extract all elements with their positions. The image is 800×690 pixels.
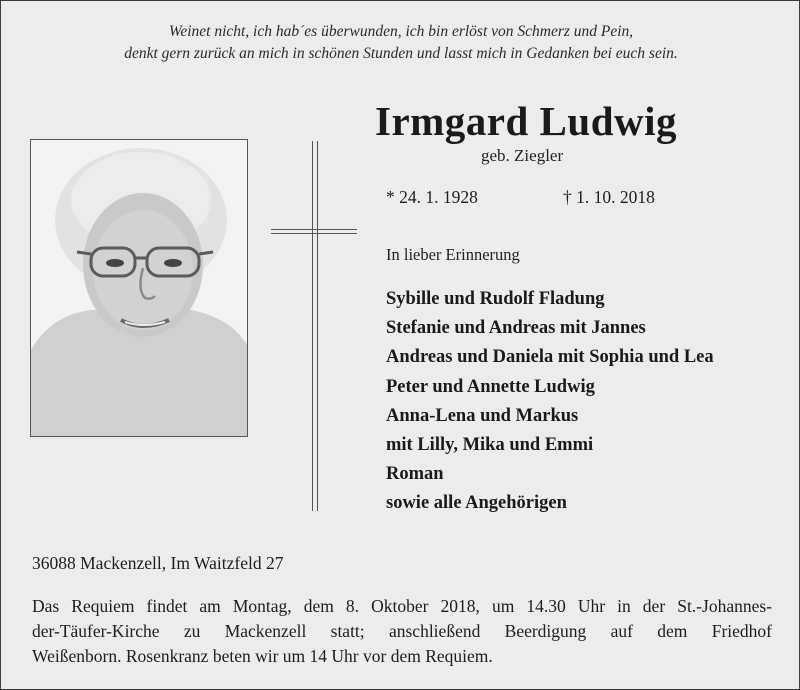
requiem-line-3: Weißenborn. Rosenkranz beten wir um 14 Uhr vor dem Requiem. (32, 646, 493, 666)
birth-name: geb. Ziegler (481, 146, 564, 165)
family-member: Anna-Lena und Markus (386, 405, 579, 426)
family-member: Stefanie und Andreas mit Jannes (386, 318, 646, 339)
family-member: sowie alle Angehörigen (386, 493, 567, 514)
memory-heading: In lieber Erinnerung (386, 245, 520, 264)
address: 36088 Mackenzell, Im Waitzfeld 27 (32, 553, 284, 573)
death-date: † 1. 10. 2018 (563, 187, 655, 207)
poem-line-2: denkt gern zurück an mich in schönen Stunden und lasst mich in Gedanken bei euch sein. (124, 45, 678, 62)
cross-vertical-bar (312, 141, 318, 511)
requiem-line-2: der-Täufer-Kirche zu Mackenzell statt; anschließend Beerdigung auf dem Friedhof (32, 621, 772, 641)
family-member: Andreas und Daniela mit Sophia und Lea (386, 347, 714, 368)
poem (41, 21, 761, 65)
family-member: Peter und Annette Ludwig (386, 376, 595, 397)
poem-line-1: Weinet nicht, ich hab´es überwunden, ich bin erlöst von Schmerz und Pein, (168, 23, 634, 40)
cross-horizontal-bar (271, 229, 357, 234)
requiem-notice (32, 594, 772, 669)
portrait-photo (30, 139, 248, 437)
family-member: Sybille und Rudolf Fladung (386, 289, 605, 309)
deceased-name: Irmgard Ludwig (375, 98, 678, 144)
family-member: Roman (386, 464, 444, 485)
family-list (386, 285, 714, 519)
life-dates (386, 187, 655, 208)
family-member: mit Lilly, Mika und Emmi (386, 435, 594, 456)
birth-date: * 24. 1. 1928 (386, 187, 478, 207)
requiem-line-1: Das Requiem findet am Montag, dem 8. Oktober 2018, um 14.30 Uhr in der St.-Johannes- (32, 596, 772, 616)
